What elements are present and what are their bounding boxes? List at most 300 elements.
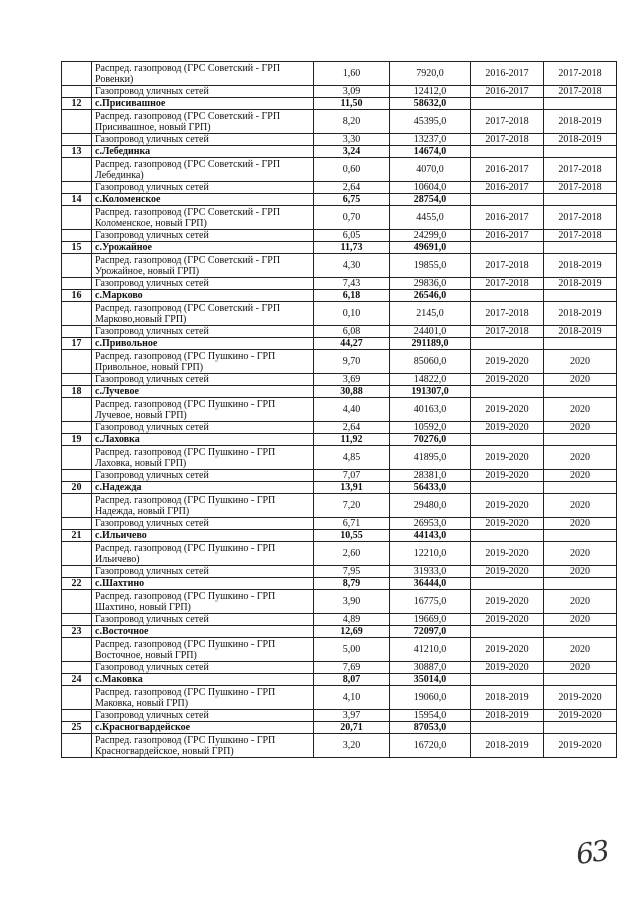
pipeline-row	[62, 518, 617, 530]
row-end-period	[544, 626, 617, 638]
row-start-period	[471, 290, 544, 302]
row-end-period: 2017-2018	[544, 182, 617, 194]
row-length-km: 8,20	[314, 110, 390, 134]
row-end-period: 2019-2020	[544, 734, 617, 758]
pipeline-row	[62, 470, 617, 482]
row-length-km: 3,90	[314, 590, 390, 614]
row-cost: 30887,0	[390, 662, 471, 674]
village-row	[62, 242, 617, 254]
row-cost: 12412,0	[390, 86, 471, 98]
row-length-km: 9,70	[314, 350, 390, 374]
row-start-period: 2018-2019	[471, 734, 544, 758]
row-length-km: 12,69	[314, 626, 390, 638]
row-cost: 19060,0	[390, 686, 471, 710]
row-start-period: 2019-2020	[471, 374, 544, 386]
pipeline-row	[62, 254, 617, 278]
row-length-km: 0,10	[314, 302, 390, 326]
row-end-period: 2020	[544, 374, 617, 386]
row-start-period	[471, 482, 544, 494]
row-end-period: 2020	[544, 638, 617, 662]
row-length-km: 7,95	[314, 566, 390, 578]
row-number: 22	[62, 578, 92, 590]
row-number: 12	[62, 98, 92, 110]
row-start-period: 2019-2020	[471, 542, 544, 566]
row-start-period: 2019-2020	[471, 398, 544, 422]
row-end-period: 2020	[544, 422, 617, 434]
row-cost: 15954,0	[390, 710, 471, 722]
row-name: Распред. газопровод (ГРС Пушкино - ГРП Лаховка, новый ГРП)	[92, 446, 314, 470]
row-name: с.Урожайное	[92, 242, 314, 254]
row-length-km: 3,69	[314, 374, 390, 386]
row-name: Газопровод уличных сетей	[92, 182, 314, 194]
row-number	[62, 302, 92, 326]
row-name: Распред. газопровод (ГРС Советский - ГРП Лебединка)	[92, 158, 314, 182]
row-name: Распред. газопровод (ГРС Пушкино - ГРП Привольное, новый ГРП)	[92, 350, 314, 374]
row-end-period	[544, 242, 617, 254]
row-cost: 16775,0	[390, 590, 471, 614]
row-cost: 4455,0	[390, 206, 471, 230]
row-number	[62, 734, 92, 758]
pipeline-row	[62, 62, 617, 86]
row-end-period: 2020	[544, 350, 617, 374]
row-number	[62, 686, 92, 710]
row-length-km: 20,71	[314, 722, 390, 734]
row-start-period	[471, 722, 544, 734]
row-start-period	[471, 194, 544, 206]
row-length-km: 8,07	[314, 674, 390, 686]
row-name: Распред. газопровод (ГРС Пушкино - ГРП Красногвардейское, новый ГРП)	[92, 734, 314, 758]
row-number: 16	[62, 290, 92, 302]
row-cost: 29836,0	[390, 278, 471, 290]
row-start-period	[471, 578, 544, 590]
village-row	[62, 146, 617, 158]
row-cost: 12210,0	[390, 542, 471, 566]
row-number	[62, 206, 92, 230]
row-number	[62, 182, 92, 194]
row-cost: 45395,0	[390, 110, 471, 134]
row-end-period: 2017-2018	[544, 62, 617, 86]
row-length-km: 6,75	[314, 194, 390, 206]
row-cost: 85060,0	[390, 350, 471, 374]
row-cost: 26953,0	[390, 518, 471, 530]
row-end-period: 2020	[544, 518, 617, 530]
row-cost: 24299,0	[390, 230, 471, 242]
row-start-period: 2017-2018	[471, 110, 544, 134]
pipeline-row	[62, 494, 617, 518]
row-name: с.Марково	[92, 290, 314, 302]
village-row	[62, 482, 617, 494]
row-number: 17	[62, 338, 92, 350]
row-start-period: 2017-2018	[471, 254, 544, 278]
row-cost: 72097,0	[390, 626, 471, 638]
row-cost: 40163,0	[390, 398, 471, 422]
row-end-period	[544, 98, 617, 110]
row-start-period: 2016-2017	[471, 206, 544, 230]
pipeline-row	[62, 326, 617, 338]
pipeline-row	[62, 278, 617, 290]
row-length-km: 7,20	[314, 494, 390, 518]
pipeline-row	[62, 542, 617, 566]
row-end-period: 2018-2019	[544, 134, 617, 146]
row-end-period: 2018-2019	[544, 110, 617, 134]
row-length-km: 6,08	[314, 326, 390, 338]
row-end-period	[544, 482, 617, 494]
row-length-km: 3,97	[314, 710, 390, 722]
row-start-period	[471, 242, 544, 254]
row-number	[62, 374, 92, 386]
row-start-period: 2016-2017	[471, 230, 544, 242]
row-cost: 58632,0	[390, 98, 471, 110]
village-row	[62, 674, 617, 686]
row-start-period	[471, 434, 544, 446]
row-number	[62, 638, 92, 662]
row-length-km: 2,64	[314, 422, 390, 434]
row-name: Газопровод уличных сетей	[92, 374, 314, 386]
row-number: 15	[62, 242, 92, 254]
row-cost: 36444,0	[390, 578, 471, 590]
row-number	[62, 422, 92, 434]
row-name: Газопровод уличных сетей	[92, 662, 314, 674]
row-name: с.Маковка	[92, 674, 314, 686]
row-start-period: 2019-2020	[471, 446, 544, 470]
row-number: 25	[62, 722, 92, 734]
row-cost: 41895,0	[390, 446, 471, 470]
row-end-period: 2020	[544, 614, 617, 626]
row-end-period: 2020	[544, 446, 617, 470]
row-number	[62, 110, 92, 134]
row-start-period: 2016-2017	[471, 62, 544, 86]
row-start-period: 2017-2018	[471, 134, 544, 146]
row-number: 13	[62, 146, 92, 158]
row-name: Распред. газопровод (ГРС Пушкино - ГРП Лучевое, новый ГРП)	[92, 398, 314, 422]
row-name: Газопровод уличных сетей	[92, 326, 314, 338]
row-number	[62, 254, 92, 278]
row-number	[62, 518, 92, 530]
row-cost: 29480,0	[390, 494, 471, 518]
village-row	[62, 722, 617, 734]
pipeline-row	[62, 230, 617, 242]
row-number: 24	[62, 674, 92, 686]
row-number	[62, 662, 92, 674]
row-name: с.Привольное	[92, 338, 314, 350]
row-number	[62, 86, 92, 98]
row-cost: 87053,0	[390, 722, 471, 734]
row-length-km: 2,60	[314, 542, 390, 566]
row-cost: 4070,0	[390, 158, 471, 182]
row-number	[62, 350, 92, 374]
row-start-period: 2016-2017	[471, 158, 544, 182]
row-end-period: 2018-2019	[544, 302, 617, 326]
row-name: с.Восточное	[92, 626, 314, 638]
row-start-period: 2019-2020	[471, 590, 544, 614]
row-length-km: 5,00	[314, 638, 390, 662]
row-number: 23	[62, 626, 92, 638]
pipeline-row	[62, 158, 617, 182]
row-length-km: 11,92	[314, 434, 390, 446]
row-cost: 19669,0	[390, 614, 471, 626]
row-length-km: 4,40	[314, 398, 390, 422]
row-name: Распред. газопровод (ГРС Советский - ГРП Ровенки)	[92, 62, 314, 86]
pipeline-row	[62, 734, 617, 758]
row-end-period: 2018-2019	[544, 254, 617, 278]
row-length-km: 4,10	[314, 686, 390, 710]
row-end-period	[544, 578, 617, 590]
row-cost: 24401,0	[390, 326, 471, 338]
row-end-period: 2020	[544, 590, 617, 614]
row-cost: 49691,0	[390, 242, 471, 254]
row-number: 14	[62, 194, 92, 206]
row-length-km: 6,18	[314, 290, 390, 302]
row-number	[62, 710, 92, 722]
pipeline-row	[62, 566, 617, 578]
row-length-km: 3,09	[314, 86, 390, 98]
row-length-km: 3,30	[314, 134, 390, 146]
row-start-period	[471, 98, 544, 110]
row-number	[62, 62, 92, 86]
row-number	[62, 566, 92, 578]
row-number	[62, 614, 92, 626]
row-name: Газопровод уличных сетей	[92, 614, 314, 626]
row-cost: 26546,0	[390, 290, 471, 302]
row-start-period	[471, 530, 544, 542]
village-row	[62, 98, 617, 110]
row-number: 18	[62, 386, 92, 398]
row-end-period: 2019-2020	[544, 686, 617, 710]
row-length-km: 0,70	[314, 206, 390, 230]
row-number	[62, 494, 92, 518]
row-end-period	[544, 338, 617, 350]
row-name: Распред. газопровод (ГРС Советский - ГРП Присивашное, новый ГРП)	[92, 110, 314, 134]
row-name: с.Лучевое	[92, 386, 314, 398]
row-name: Газопровод уличных сетей	[92, 422, 314, 434]
row-name: Распред. газопровод (ГРС Пушкино - ГРП Ильичево)	[92, 542, 314, 566]
row-length-km: 7,69	[314, 662, 390, 674]
row-name: Газопровод уличных сетей	[92, 470, 314, 482]
row-end-period: 2019-2020	[544, 710, 617, 722]
row-start-period: 2019-2020	[471, 638, 544, 662]
row-start-period: 2017-2018	[471, 302, 544, 326]
row-name: с.Шахтино	[92, 578, 314, 590]
village-row	[62, 434, 617, 446]
row-number	[62, 326, 92, 338]
row-cost: 10592,0	[390, 422, 471, 434]
row-name: Распред. газопровод (ГРС Советский - ГРП Марково,новый ГРП)	[92, 302, 314, 326]
row-name: с.Коломенское	[92, 194, 314, 206]
row-length-km: 4,30	[314, 254, 390, 278]
table-body	[62, 62, 617, 758]
row-length-km: 2,64	[314, 182, 390, 194]
row-name: Распред. газопровод (ГРС Пушкино - ГРП Шахтино, новый ГРП)	[92, 590, 314, 614]
row-length-km: 10,55	[314, 530, 390, 542]
row-name: Газопровод уличных сетей	[92, 566, 314, 578]
pipeline-row	[62, 206, 617, 230]
row-start-period	[471, 674, 544, 686]
row-length-km: 3,20	[314, 734, 390, 758]
row-end-period	[544, 290, 617, 302]
row-number	[62, 134, 92, 146]
village-row	[62, 530, 617, 542]
pipeline-row	[62, 398, 617, 422]
row-number	[62, 446, 92, 470]
row-end-period	[544, 674, 617, 686]
row-end-period: 2020	[544, 542, 617, 566]
row-cost: 291189,0	[390, 338, 471, 350]
row-length-km: 3,24	[314, 146, 390, 158]
row-length-km: 30,88	[314, 386, 390, 398]
row-start-period: 2019-2020	[471, 566, 544, 578]
row-start-period: 2017-2018	[471, 326, 544, 338]
row-length-km: 4,89	[314, 614, 390, 626]
row-cost: 10604,0	[390, 182, 471, 194]
row-cost: 44143,0	[390, 530, 471, 542]
row-length-km: 11,73	[314, 242, 390, 254]
pipeline-row	[62, 86, 617, 98]
row-cost: 31933,0	[390, 566, 471, 578]
row-end-period: 2017-2018	[544, 206, 617, 230]
row-name: с.Надежда	[92, 482, 314, 494]
pipeline-row	[62, 422, 617, 434]
row-number	[62, 398, 92, 422]
row-number: 19	[62, 434, 92, 446]
row-name: с.Ильичево	[92, 530, 314, 542]
row-name: с.Красногвардейское	[92, 722, 314, 734]
row-start-period: 2019-2020	[471, 614, 544, 626]
row-name: Газопровод уличных сетей	[92, 710, 314, 722]
row-length-km: 1,60	[314, 62, 390, 86]
row-cost: 35014,0	[390, 674, 471, 686]
row-cost: 16720,0	[390, 734, 471, 758]
row-end-period	[544, 722, 617, 734]
row-length-km: 7,07	[314, 470, 390, 482]
row-end-period: 2017-2018	[544, 230, 617, 242]
village-row	[62, 386, 617, 398]
row-end-period: 2020	[544, 566, 617, 578]
row-end-period	[544, 146, 617, 158]
row-name: с.Присивашное	[92, 98, 314, 110]
pipeline-row	[62, 110, 617, 134]
row-start-period: 2019-2020	[471, 494, 544, 518]
row-cost: 19855,0	[390, 254, 471, 278]
row-cost: 191307,0	[390, 386, 471, 398]
pipeline-row	[62, 134, 617, 146]
row-start-period: 2019-2020	[471, 470, 544, 482]
row-start-period: 2019-2020	[471, 518, 544, 530]
row-start-period: 2016-2017	[471, 86, 544, 98]
row-number	[62, 542, 92, 566]
row-start-period: 2019-2020	[471, 422, 544, 434]
row-length-km: 13,91	[314, 482, 390, 494]
village-row	[62, 338, 617, 350]
row-start-period: 2018-2019	[471, 710, 544, 722]
row-start-period	[471, 338, 544, 350]
row-name: Газопровод уличных сетей	[92, 86, 314, 98]
row-cost: 56433,0	[390, 482, 471, 494]
page-number: 63	[573, 833, 610, 872]
village-row	[62, 194, 617, 206]
row-end-period	[544, 530, 617, 542]
row-name: Распред. газопровод (ГРС Пушкино - ГРП Маковка, новый ГРП)	[92, 686, 314, 710]
row-cost: 28381,0	[390, 470, 471, 482]
row-cost: 41210,0	[390, 638, 471, 662]
pipeline-row	[62, 446, 617, 470]
row-start-period: 2016-2017	[471, 182, 544, 194]
gas-pipeline-table	[61, 61, 617, 758]
row-cost: 13237,0	[390, 134, 471, 146]
row-cost: 14822,0	[390, 374, 471, 386]
row-number: 20	[62, 482, 92, 494]
pipeline-row	[62, 686, 617, 710]
row-number	[62, 230, 92, 242]
pipeline-row	[62, 614, 617, 626]
row-start-period: 2019-2020	[471, 350, 544, 374]
row-name: Распред. газопровод (ГРС Советский - ГРП Коломенское, новый ГРП)	[92, 206, 314, 230]
pipeline-row	[62, 710, 617, 722]
row-length-km: 8,79	[314, 578, 390, 590]
row-name: Газопровод уличных сетей	[92, 134, 314, 146]
row-cost: 7920,0	[390, 62, 471, 86]
row-name: с.Лебединка	[92, 146, 314, 158]
row-start-period	[471, 386, 544, 398]
row-length-km: 6,05	[314, 230, 390, 242]
row-number	[62, 470, 92, 482]
row-number	[62, 278, 92, 290]
row-name: Газопровод уличных сетей	[92, 230, 314, 242]
row-start-period	[471, 626, 544, 638]
row-name: с.Лаховка	[92, 434, 314, 446]
row-start-period	[471, 146, 544, 158]
row-end-period: 2020	[544, 494, 617, 518]
pipeline-row	[62, 590, 617, 614]
village-row	[62, 626, 617, 638]
row-end-period: 2017-2018	[544, 86, 617, 98]
row-cost: 14674,0	[390, 146, 471, 158]
pipeline-row	[62, 638, 617, 662]
row-cost: 70276,0	[390, 434, 471, 446]
row-end-period: 2018-2019	[544, 278, 617, 290]
row-start-period: 2019-2020	[471, 662, 544, 674]
row-length-km: 0,60	[314, 158, 390, 182]
row-end-period	[544, 194, 617, 206]
pipeline-row	[62, 662, 617, 674]
row-length-km: 7,43	[314, 278, 390, 290]
village-row	[62, 578, 617, 590]
row-number	[62, 158, 92, 182]
row-name: Газопровод уличных сетей	[92, 278, 314, 290]
pipeline-row	[62, 350, 617, 374]
row-length-km: 6,71	[314, 518, 390, 530]
pipeline-row	[62, 302, 617, 326]
row-name: Распред. газопровод (ГРС Советский - ГРП Урожайное, новый ГРП)	[92, 254, 314, 278]
row-name: Газопровод уличных сетей	[92, 518, 314, 530]
row-end-period: 2017-2018	[544, 158, 617, 182]
row-end-period	[544, 386, 617, 398]
row-end-period: 2020	[544, 662, 617, 674]
pipeline-row	[62, 374, 617, 386]
pipeline-row	[62, 182, 617, 194]
row-end-period: 2018-2019	[544, 326, 617, 338]
row-length-km: 4,85	[314, 446, 390, 470]
row-number: 21	[62, 530, 92, 542]
row-name: Распред. газопровод (ГРС Пушкино - ГРП Надежда, новый ГРП)	[92, 494, 314, 518]
row-cost: 2145,0	[390, 302, 471, 326]
row-number	[62, 590, 92, 614]
row-start-period: 2018-2019	[471, 686, 544, 710]
row-cost: 28754,0	[390, 194, 471, 206]
row-end-period: 2020	[544, 398, 617, 422]
row-length-km: 44,27	[314, 338, 390, 350]
row-end-period: 2020	[544, 470, 617, 482]
row-end-period	[544, 434, 617, 446]
